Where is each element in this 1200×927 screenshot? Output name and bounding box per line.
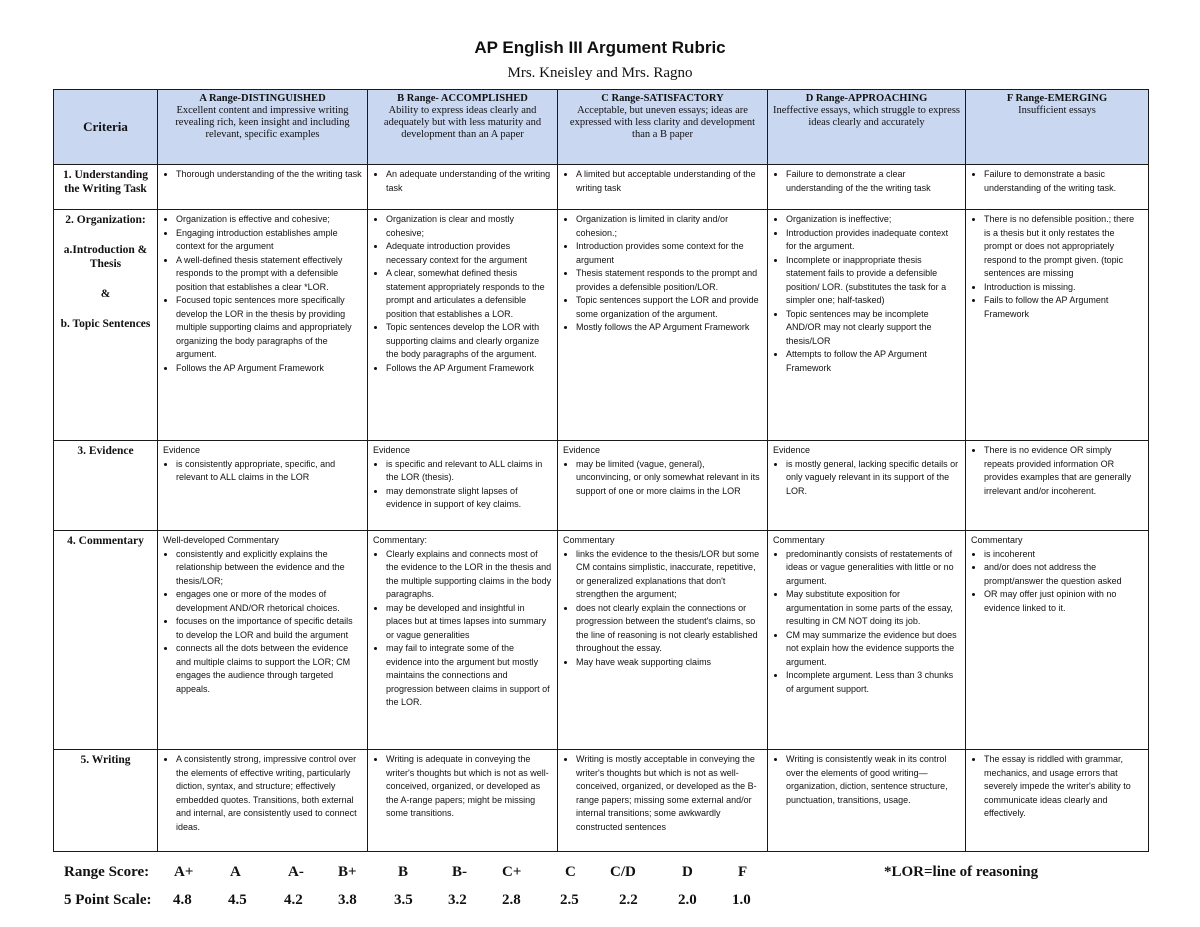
cell-item: • Follows the AP Argument Framework — [176, 362, 362, 376]
rubric-cell — [966, 750, 1149, 852]
grade: C/D — [610, 864, 636, 880]
cell-item: • Focused topic sentences more specifically develop the LOR in the thesis by providing multiple supporting claims and appropriately organizing the body paragraphs of the argument. — [176, 294, 362, 362]
column-range: D Range-APPROACHING — [805, 93, 928, 104]
grade: F — [738, 864, 748, 880]
point-value: 4.5 — [228, 892, 247, 908]
rubric-cell — [966, 165, 1149, 210]
cell-item: • may fail to integrate some of the evidence into the argument but mostly maintains the connections and progression between claims in support of the LOR. — [386, 642, 552, 710]
cell-item: • Mostly follows the AP Argument Framework — [576, 321, 762, 335]
cell-item: • A limited but acceptable understanding of the writing task — [576, 168, 762, 195]
cell-item: • Failure to demonstrate a basic understanding of the writing task. — [984, 168, 1143, 195]
criteria-line: a.Introduction & Thesis — [63, 244, 148, 270]
cell-item: • A clear, somewhat defined thesis statement appropriately responds to the prompt and articulates a defensible position that establishes a LOR. — [386, 267, 552, 321]
cell-item: • Writing is mostly acceptable in conveying the writer's thoughts but which is not as well-conceived, organized, or developed as the B-range papers; missing some external and/or internal transitions; some awkwardly constructed sentences — [576, 753, 762, 834]
rubric-cell — [966, 531, 1149, 750]
cell-item: • A well-defined thesis statement effectively responds to the prompt with a defensible position that establishes a clear *LOR. — [176, 254, 362, 295]
cell-item: • Organization is effective and cohesive; — [176, 213, 362, 227]
cell-item: • May have weak supporting claims — [576, 656, 762, 670]
cell-item: • Adequate introduction provides necessary context for the argument — [386, 240, 552, 267]
cell-item: • Writing is adequate in conveying the writer's thoughts but which is not as well-conceived, organized, or developed as the A-range papers; might be missing some transitions. — [386, 753, 552, 821]
rubric-cell — [966, 441, 1149, 531]
rubric-cell — [368, 165, 558, 210]
header-row — [54, 90, 1149, 165]
column-desc: Ability to express ideas clearly and adequately but with less maturity and development than an A paper — [383, 105, 542, 140]
criteria-header: Criteria — [54, 90, 158, 165]
rubric-row-commentary — [54, 531, 1149, 750]
row-criteria: 1. Understanding the Writing Task — [54, 165, 158, 210]
cell-item: • Introduction provides inadequate context for the argument. — [786, 227, 960, 254]
cell-lead: Commentary — [773, 535, 825, 545]
cell-item: • Thorough understanding of the the writing task — [176, 168, 362, 182]
cell-lead: Commentary — [971, 535, 1023, 545]
rubric-cell — [558, 531, 768, 750]
rubric-row-organization — [54, 210, 1149, 441]
cell-item: • Topic sentences support the LOR and provide some organization of the argument. — [576, 294, 762, 321]
cell-item: • Organization is limited in clarity and/or cohesion.; — [576, 213, 762, 240]
point-value: 2.0 — [678, 892, 697, 908]
column-header-d — [768, 90, 966, 165]
cell-item: • Organization is ineffective; — [786, 213, 960, 227]
cell-item: • The essay is riddled with grammar, mechanics, and usage errors that severely impede the writer's ability to communicate ideas clearly and effectively. — [984, 753, 1143, 821]
column-desc: Excellent content and impressive writing revealing rich, keen insight and including relevant, specific examples — [175, 105, 350, 140]
rubric-cell — [558, 750, 768, 852]
cell-item: • is mostly general, lacking specific details or only vaguely relevant in its support of the LOR. — [786, 458, 960, 499]
rubric-cell — [768, 441, 966, 531]
rubric-cell — [158, 750, 368, 852]
cell-lead: Evidence — [773, 445, 811, 455]
rubric-cell — [368, 441, 558, 531]
cell-item: • Topic sentences may be incomplete AND/OR may not clearly support the thesis/LOR — [786, 308, 960, 349]
rubric-cell — [558, 441, 768, 531]
cell-item: • Thesis statement responds to the prompt and provides a defensible position/LOR. — [576, 267, 762, 294]
cell-item: • CM may summarize the evidence but does not explain how the evidence supports the argument. — [786, 629, 960, 670]
cell-item: • Engaging introduction establishes ample context for the argument — [176, 227, 362, 254]
rubric-cell — [368, 750, 558, 852]
cell-item: • Organization is clear and mostly cohesive; — [386, 213, 552, 240]
column-header-a — [158, 90, 368, 165]
cell-lead: Evidence — [163, 445, 201, 455]
column-desc: Acceptable, but uneven essays; ideas are expressed with less clarity and development than a B paper — [569, 105, 756, 140]
point-scale-label: 5 Point Scale: — [64, 892, 152, 908]
rubric-cell — [768, 165, 966, 210]
rubric-cell — [966, 210, 1149, 441]
criteria-line: & — [100, 288, 111, 300]
cell-item: • Incomplete argument. Less than 3 chunks of argument support. — [786, 669, 960, 696]
grade: A- — [288, 864, 304, 880]
cell-item: • Topic sentences develop the LOR with supporting claims and clearly organize the body paragraphs of the argument. — [386, 321, 552, 362]
cell-item: • Introduction provides some context for the argument — [576, 240, 762, 267]
point-value: 1.0 — [732, 892, 751, 908]
point-value: 3.2 — [448, 892, 467, 908]
cell-lead: Evidence — [373, 445, 411, 455]
column-range: C Range-SATISFACTORY — [601, 93, 724, 104]
rubric-row-writing — [54, 750, 1149, 852]
column-header-c — [558, 90, 768, 165]
rubric-cell — [158, 531, 368, 750]
point-value: 2.5 — [560, 892, 579, 908]
cell-item: • There is no defensible position.; there is a thesis but it only restates the prompt or does not appropriately respond to the prompt given. (topic sentences are missing — [984, 213, 1143, 281]
point-value: 3.8 — [338, 892, 357, 908]
rubric-row-understanding — [54, 165, 1149, 210]
rubric-cell — [558, 165, 768, 210]
cell-item: • may be limited (vague, general), unconvincing, or only somewhat relevant in its support of one or more claims in the LOR — [576, 458, 762, 499]
page-title: AP English III Argument Rubric — [474, 38, 726, 57]
point-value: 4.2 — [284, 892, 303, 908]
row-criteria — [54, 210, 158, 441]
point-value: 2.2 — [619, 892, 638, 908]
cell-item: • OR may offer just opinion with no evidence linked to it. — [984, 588, 1143, 615]
grade: D — [682, 864, 693, 880]
cell-item: • may be developed and insightful in places but at times lapses into summary or vague generalities — [386, 602, 552, 643]
point-value: 2.8 — [502, 892, 521, 908]
column-range: B Range- ACCOMPLISHED — [397, 93, 528, 104]
cell-lead: Well-developed Commentary — [163, 535, 279, 545]
row-criteria: 4. Commentary — [54, 531, 158, 750]
cell-item: • links the evidence to the thesis/LOR but some CM contains simplistic, inaccurate, repetitive, or generalized explanations that don't strengthen the argument; — [576, 548, 762, 602]
cell-item: • Introduction is missing. — [984, 281, 1143, 295]
point-value: 3.5 — [394, 892, 413, 908]
cell-item: • predominantly consists of restatements of ideas or vague generalities with little or no argument. — [786, 548, 960, 589]
rubric-cell — [368, 531, 558, 750]
rubric-cell — [158, 210, 368, 441]
grade: B — [398, 864, 409, 880]
range-score-label: Range Score: — [64, 864, 150, 880]
page-subtitle: Mrs. Kneisley and Mrs. Ragno — [507, 65, 693, 81]
cell-item: • Writing is consistently weak in its control over the elements of good writing—organization, diction, sentence structure, punctuation, transitions, usage. — [786, 753, 960, 807]
cell-item: • Follows the AP Argument Framework — [386, 362, 552, 376]
rubric-row-evidence — [54, 441, 1149, 531]
column-header-b — [368, 90, 558, 165]
rubric-cell — [768, 531, 966, 750]
cell-item: • Attempts to follow the AP Argument Framework — [786, 348, 960, 375]
cell-item: • A consistently strong, impressive control over the elements of effective writing, particularly diction, syntax, and structure; effectively embedded quotes. Transitions, both external and internal, are consistently used to connect ideas. — [176, 753, 362, 834]
rubric-cell — [558, 210, 768, 441]
cell-item: • Failure to demonstrate a clear understanding of the the writing task — [786, 168, 960, 195]
lor-footnote: *LOR=line of reasoning — [884, 864, 1039, 880]
column-range: A Range-DISTINGUISHED — [199, 93, 326, 104]
grade: A — [230, 864, 241, 880]
row-criteria: 3. Evidence — [54, 441, 158, 531]
cell-lead: Commentary — [563, 535, 615, 545]
column-desc: Insufficient essays — [1018, 105, 1096, 116]
column-range: F Range-EMERGING — [1006, 93, 1108, 104]
point-value: 4.8 — [173, 892, 192, 908]
grade: C — [565, 864, 576, 880]
criteria-line: b. Topic Sentences — [60, 318, 151, 330]
rubric-cell — [768, 750, 966, 852]
rubric-cell — [768, 210, 966, 441]
rubric-table — [53, 89, 1149, 852]
cell-item: • Incomplete or inappropriate thesis statement fails to provide a defensible position/ LOR. (substitutes the task for a simpler one; half-tasked) — [786, 254, 960, 308]
cell-item: • Clearly explains and connects most of the evidence to the LOR in the thesis and the multiple supporting claims in the body paragraphs. — [386, 548, 552, 602]
grade: C+ — [502, 864, 522, 880]
cell-item: • and/or does not address the prompt/answer the question asked — [984, 561, 1143, 588]
cell-item: • focuses on the importance of specific details to develop the LOR and build the argument — [176, 615, 362, 642]
grade: B- — [452, 864, 467, 880]
cell-item: • consistently and explicitly explains the relationship between the evidence and the thesis/LOR; — [176, 548, 362, 589]
cell-item: • May substitute exposition for argumentation in some parts of the essay, resulting in CM NOT doing its job. — [786, 588, 960, 629]
rubric-cell — [158, 441, 368, 531]
cell-item: • There is no evidence OR simply repeats provided information OR provides examples that are generally irrelevant and/or incoherent. — [984, 444, 1143, 498]
cell-item: • is specific and relevant to ALL claims in the LOR (thesis). — [386, 458, 552, 485]
rubric-cell — [158, 165, 368, 210]
cell-item: • does not clearly explain the connections or progression between the student's claims, so the line of reasoning is not clearly established throughout the essay. — [576, 602, 762, 656]
cell-item: • is incoherent — [984, 548, 1143, 562]
column-header-f — [966, 90, 1149, 165]
cell-lead: Commentary: — [373, 535, 428, 545]
cell-item: • may demonstrate slight lapses of evidence in support of key claims. — [386, 485, 552, 512]
cell-item: • is consistently appropriate, specific, and relevant to ALL claims in the LOR — [176, 458, 362, 485]
grade: B+ — [338, 864, 357, 880]
cell-lead: Evidence — [563, 445, 601, 455]
cell-item: • Fails to follow the AP Argument Framework — [984, 294, 1143, 321]
cell-item: • connects all the dots between the evidence and multiple claims to support the LOR; CM engages the audience through targeted appeals. — [176, 642, 362, 696]
cell-item: • engages one or more of the modes of development AND/OR rhetorical choices. — [176, 588, 362, 615]
criteria-line: 2. Organization: — [65, 214, 146, 226]
column-desc: Ineffective essays, which struggle to express ideas clearly and accurately — [773, 105, 961, 128]
rubric-cell — [368, 210, 558, 441]
cell-item: • An adequate understanding of the writing task — [386, 168, 552, 195]
grade: A+ — [174, 864, 194, 880]
row-criteria: 5. Writing — [54, 750, 158, 852]
